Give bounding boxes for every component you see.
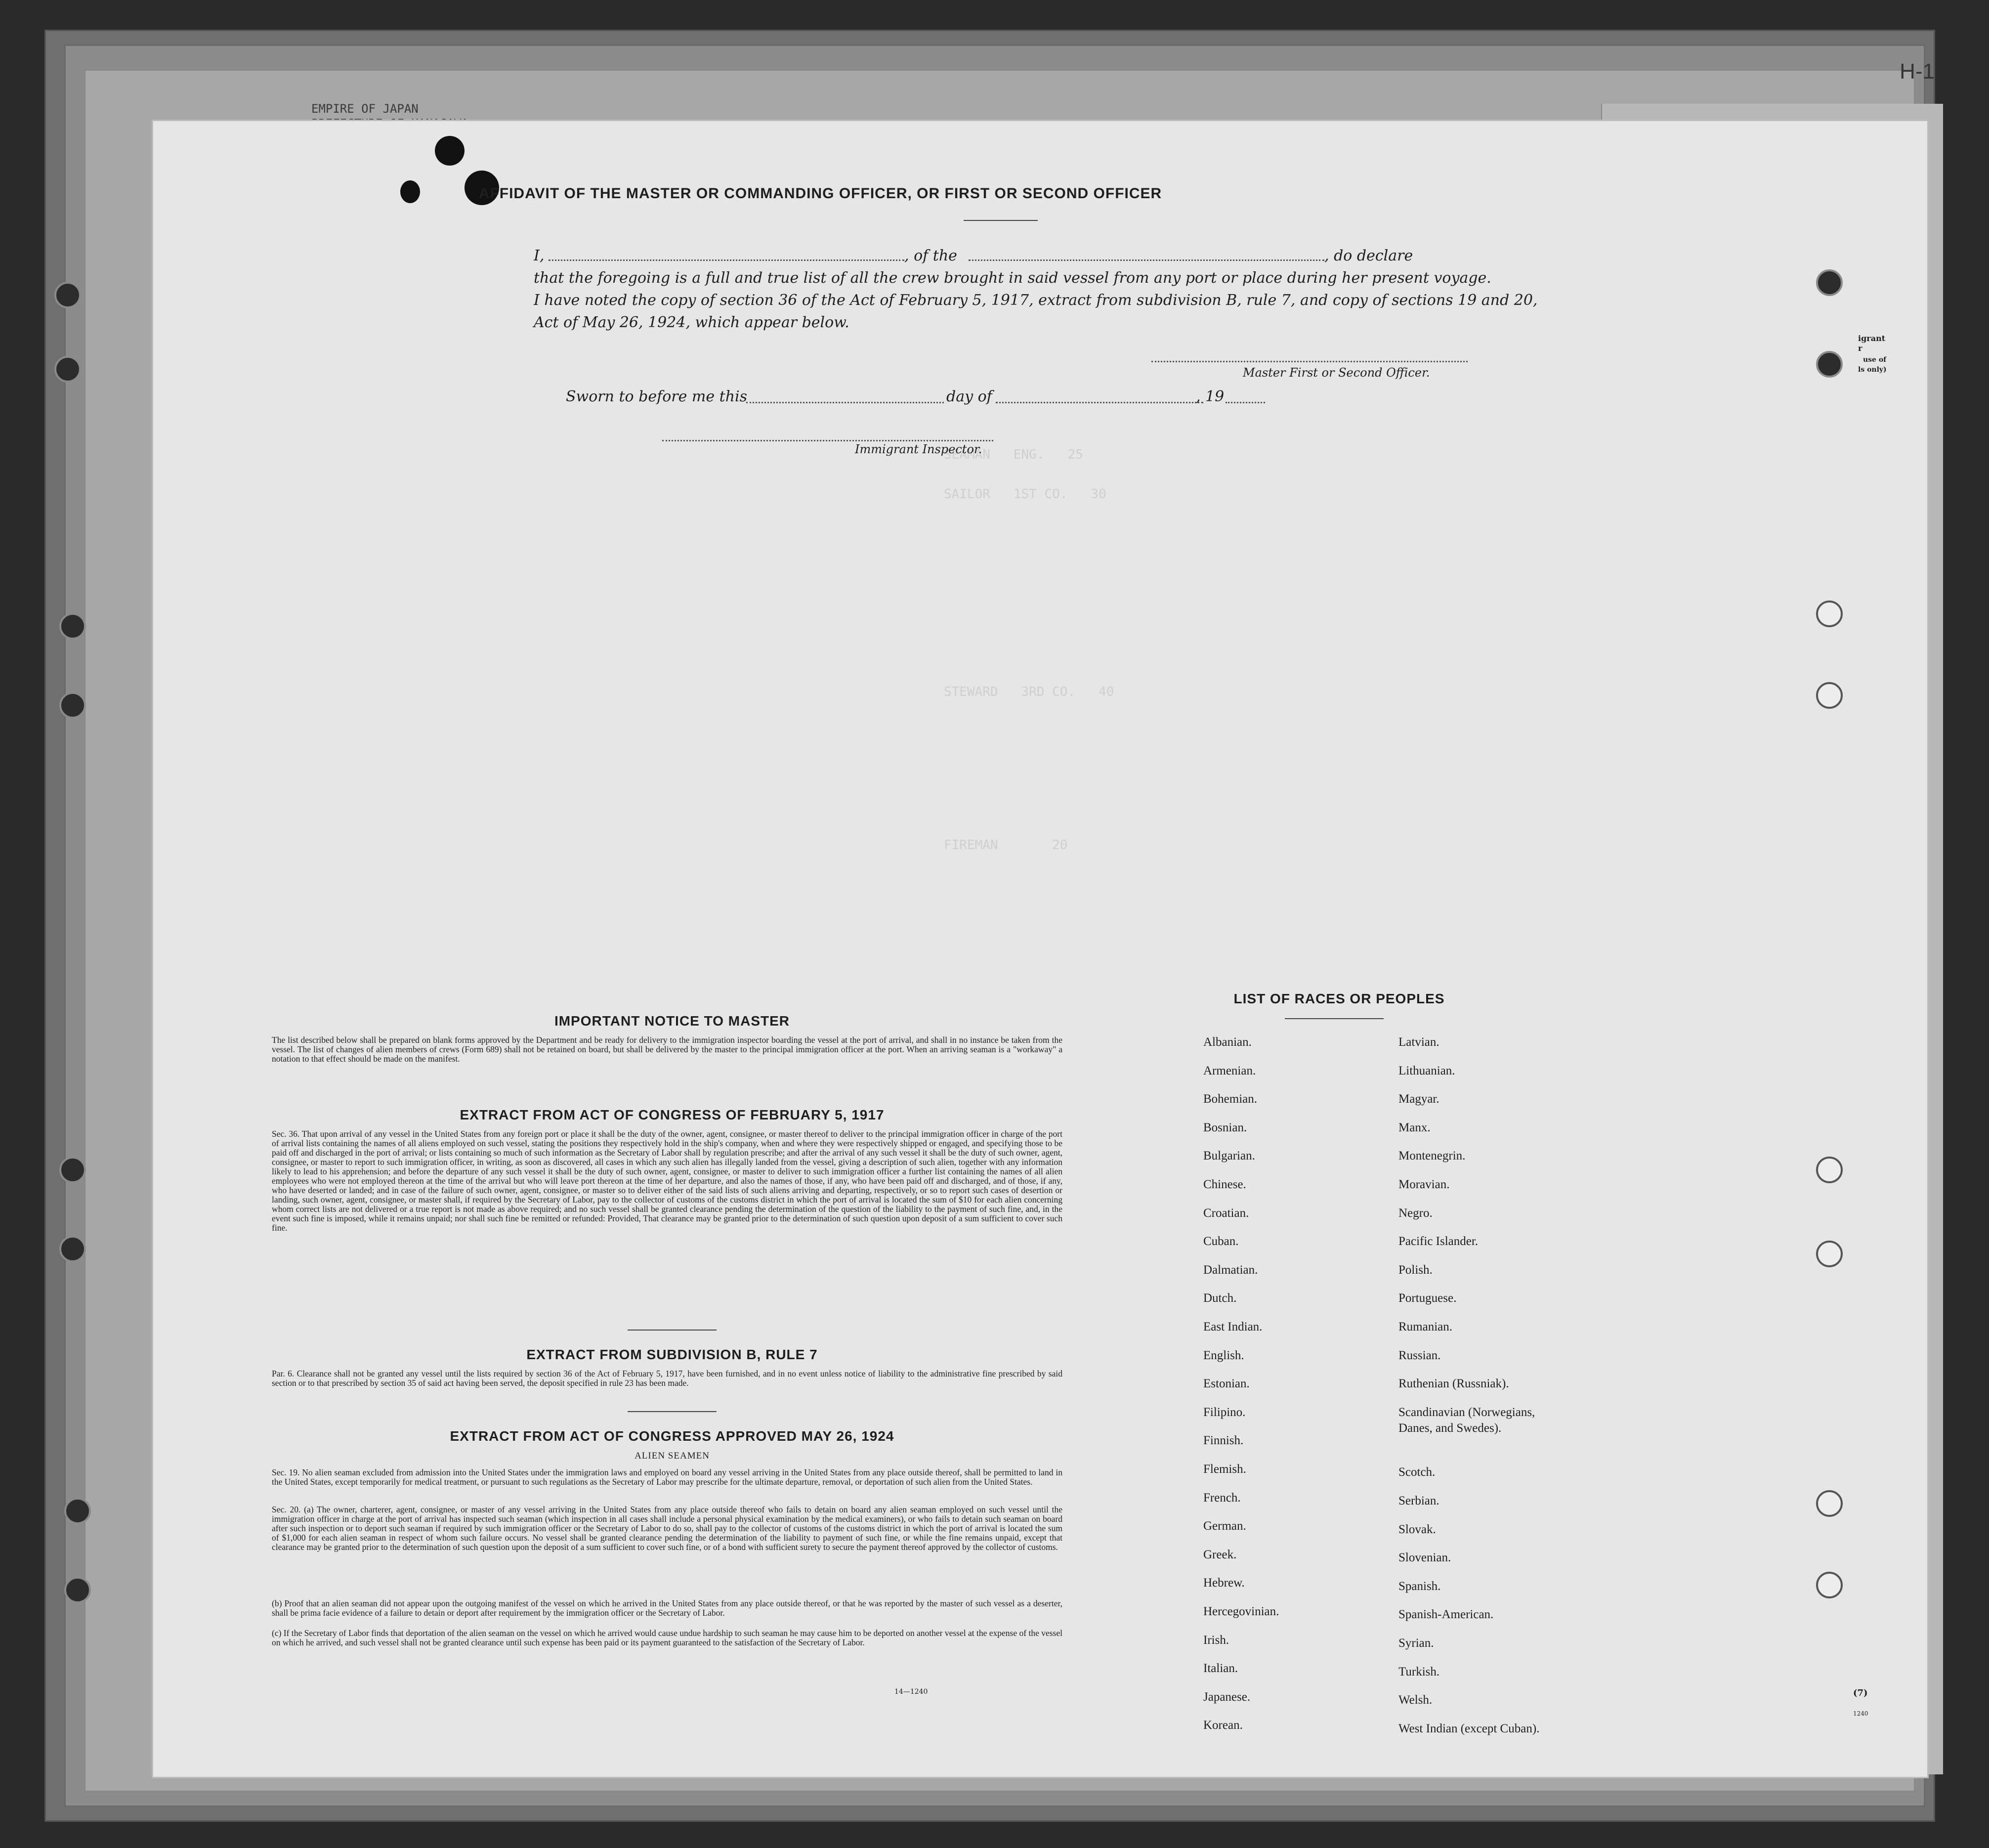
- race-item: Russian.: [1398, 1348, 1441, 1362]
- race-item: Estonian.: [1203, 1377, 1250, 1391]
- race-item: Polish.: [1398, 1263, 1433, 1277]
- bleed-through: STEWARD 3RD CO. 40: [944, 685, 1114, 699]
- punch-hole: [1816, 601, 1843, 627]
- race-item: Flemish.: [1203, 1462, 1246, 1476]
- sworn-year: , 19: [1196, 388, 1225, 405]
- race-item: Slovenian.: [1398, 1551, 1451, 1565]
- extract-1917-title: EXTRACT FROM ACT OF CONGRESS OF FEBRUARY 5, 1917: [460, 1107, 885, 1122]
- race-item: Negro.: [1398, 1206, 1433, 1220]
- sworn-prefix: Sworn to before me this: [566, 388, 748, 405]
- race-item: Italian.: [1203, 1662, 1238, 1676]
- extract-rule7-title: EXTRACT FROM SUBDIVISION B, RULE 7: [526, 1347, 818, 1362]
- affidavit-of-the: , of the: [904, 247, 957, 264]
- race-item: Lithuanian.: [1398, 1064, 1455, 1077]
- affidavit-title: AFFIDAVIT OF THE MASTER OR COMMANDING OFFICER, OR FIRST OR SECOND OFFICER: [478, 185, 1162, 202]
- punch-hole: [1816, 269, 1843, 296]
- extract-1924-subtitle: ALIEN SEAMEN: [635, 1451, 710, 1461]
- race-item: Moravian.: [1398, 1178, 1450, 1191]
- bleed-through: SAILOR 1ST CO. 30: [944, 487, 1106, 502]
- punch-hole: [54, 356, 81, 383]
- extract-1924-sec20c: (c) If the Secretary of Labor finds that deportation of the alien seaman on the vessel on which he arrived would cause undue hardship to such seaman he may cause him to be deported on another vessel at the expense of the vessel on which he arrived, and such vessel shall not be granted clearance until such expense has been paid or its payment guaranteed to the satisfaction of the Secretary of Labor.: [272, 1628, 1062, 1647]
- inspector-line: [662, 440, 993, 441]
- underlying-header-line1: EMPIRE OF JAPAN: [311, 102, 419, 116]
- edge-text: 1240: [1853, 1710, 1868, 1717]
- race-item: West Indian (except Cuban).: [1398, 1721, 1540, 1735]
- race-item: Armenian.: [1203, 1064, 1256, 1077]
- race-item: Irish.: [1203, 1633, 1229, 1647]
- extract-1924-sec20a: Sec. 20. (a) The owner, charterer, agent, consignee, or master of any vessel arriving in the United States from any place outside thereof who fails to detain on board any alien seaman employed on such vessel until the immigration officer in charge at the port of arrival has inspected such seaman (which inspection in all cases shall include a personal physical examination by the medical examiners), or who fails to detain such seaman on board after such inspection or to deport such seaman if required by such immigration officer or the Secretary of Labor to do so, shall pay to the collector of customs of the customs district in which the port of arrival is located the sum of $1,000 for each alien seaman in respect of whom such failure occurs. No vessel shall be granted clearance pending the determination of the liability to payment of such fine, or while the fine remains unpaid, except that clearance may be granted prior to the determination of such question upon the deposit of a sum sufficient to cover such fine, or of a bond with sufficient surety to secure the payment thereof approved by the collector of customs.: [272, 1504, 1062, 1552]
- vessel-blank: [969, 259, 1324, 261]
- edge-text: igrant: [1858, 334, 1886, 343]
- race-item: Montenegrin.: [1398, 1149, 1466, 1163]
- race-item: French.: [1203, 1491, 1241, 1504]
- races-title: LIST OF RACES OR PEOPLES: [1233, 991, 1445, 1006]
- race-item: Hebrew.: [1203, 1576, 1245, 1590]
- race-item: Syrian.: [1398, 1636, 1434, 1650]
- name-blank: [549, 259, 904, 261]
- sworn-month-blank: [996, 402, 1203, 403]
- corner-mark: H-1: [1900, 59, 1935, 84]
- race-item: Scotch.: [1398, 1465, 1436, 1479]
- race-item: Latvian.: [1398, 1035, 1439, 1049]
- punch-hole: [1816, 1241, 1843, 1267]
- race-item: Chinese.: [1203, 1178, 1246, 1191]
- race-item: Portuguese.: [1398, 1291, 1457, 1305]
- race-item: East Indian.: [1203, 1320, 1263, 1333]
- race-item: Filipino.: [1203, 1405, 1246, 1419]
- race-item: Ruthenian (Russniak).: [1398, 1377, 1509, 1391]
- race-item: Serbian.: [1398, 1494, 1439, 1507]
- race-item: Finnish.: [1203, 1434, 1244, 1448]
- race-item: Japanese.: [1203, 1690, 1251, 1704]
- edge-text: (7): [1853, 1688, 1868, 1698]
- section-divider: [628, 1411, 717, 1412]
- edge-text: r: [1858, 344, 1862, 353]
- race-item: German.: [1203, 1519, 1246, 1533]
- bleed-through: SEAMAN ENG. 25: [944, 447, 1083, 462]
- affidavit-line2: that the foregoing is a full and true list of all the crew brought in said vessel from any port or place during her present voyage.: [534, 269, 1491, 287]
- sworn-day-of: day of: [946, 388, 992, 405]
- inspector-label: Immigrant Inspector.: [855, 442, 982, 456]
- edge-text: use of: [1863, 356, 1887, 364]
- notice-title: IMPORTANT NOTICE TO MASTER: [554, 1013, 790, 1029]
- sworn-day-blank: [746, 402, 944, 403]
- form-number: 14—1240: [894, 1688, 928, 1696]
- punch-hole: [59, 613, 86, 640]
- race-item: Welsh.: [1398, 1693, 1433, 1707]
- punch-hole: [1816, 351, 1843, 378]
- race-item: Dutch.: [1203, 1291, 1237, 1305]
- race-item: Danes, and Swedes).: [1398, 1421, 1502, 1435]
- race-item: Albanian.: [1203, 1035, 1252, 1049]
- race-item: Rumanian.: [1398, 1320, 1453, 1333]
- race-item: Manx.: [1398, 1120, 1431, 1134]
- punch-hole: [59, 1157, 86, 1183]
- bleed-through: FIREMAN 20: [944, 838, 1068, 853]
- signature-label: Master First or Second Officer.: [1243, 366, 1430, 380]
- punch-hole: [1816, 682, 1843, 709]
- extract-1924-title: EXTRACT FROM ACT OF CONGRESS APPROVED MAY 26, 1924: [450, 1428, 894, 1444]
- punch-hole: [59, 692, 86, 719]
- affidavit-declare: , do declare: [1324, 247, 1413, 264]
- punch-hole: [1816, 1572, 1843, 1598]
- race-item: Spanish.: [1398, 1579, 1441, 1593]
- race-item: Korean.: [1203, 1719, 1243, 1732]
- race-item: Spanish-American.: [1398, 1608, 1494, 1622]
- race-item: Dalmatian.: [1203, 1263, 1258, 1277]
- punch-hole: [59, 1236, 86, 1262]
- punch-hole: [64, 1577, 91, 1603]
- race-item: Croatian.: [1203, 1206, 1249, 1220]
- notice-text: The list described below shall be prepared on blank forms approved by the Department and be ready for delivery to the immigration inspector boarding the vessel at the port of arrival, and shall in no instance be taken from the vessel. The list of changes of alien members of crews (Form 689) shall not be retained on board, but shall be delivered by the master to the principal immigration officer at the port. When an arriving seaman is a "workaway" a notation to that effect should be made on the manifest.: [272, 1035, 1062, 1064]
- extract-rule7-text: Par. 6. Clearance shall not be granted any vessel until the lists required by section 36 of the Act of February 5, 1917, have been furnished, and in no event unless notice of liability to the administrative fine prescribed by said section or to that prescribed by section 35 of said act having been served, the deposit specified in rule 23 has been made.: [272, 1369, 1062, 1388]
- race-item: English.: [1203, 1348, 1244, 1362]
- punch-hole: [64, 1498, 91, 1524]
- affidavit-i: I,: [534, 247, 545, 264]
- extract-1924-sec19: Sec. 19. No alien seaman excluded from admission into the United States under the immigration laws and employed on board any vessel arriving in the United States from any place outside thereof, shall be permitted to land in the United States, except temporarily for medical treatment, or pursuant to such regulations as the Secretary of Labor may prescribe for the ultimate departure, removal, or deportation of such alien from the United States.: [272, 1467, 1062, 1487]
- race-item: Greek.: [1203, 1547, 1237, 1561]
- sworn-year-blank: [1226, 402, 1265, 403]
- title-underline: [964, 220, 1038, 221]
- affidavit-line4: Act of May 26, 1924, which appear below.: [534, 314, 849, 331]
- section-divider: [628, 1330, 717, 1331]
- race-item: Cuban.: [1203, 1235, 1239, 1248]
- race-item: Turkish.: [1398, 1665, 1440, 1678]
- punch-hole: [54, 282, 81, 308]
- extract-1917-text: Sec. 36. That upon arrival of any vessel in the United States from any foreign port or place it shall be the duty of the owner, agent, consignee, or master thereof to deliver to the principal immigration officer in charge of the port of arrival lists containing the names of all aliens employed on such vessel, stating the positions they respectively hold in the ship's company, when and where they were respectively shipped or engaged, and specifying those to be paid off and discharged in the port of arrival; or lists containing so much of such information as the Secretary of Labor shall by regulation prescribe; and after the arrival of any such vessel it shall be the duty of such owner, agent, consignee, or master to report to such immigration officer, in writing, as soon as discovered, all cases in which any such alien has illegally landed from the vessel, giving a description of such alien, together with any information likely to lead to his apprehension; and before the departure of any such vessel it shall be the duty of such owner, agent, consignee, or master to deliver to such immigration officer a further list containing the names of all alien employees who were not employed thereon at the time of the arrival but who will leave port thereon at the time of her departure, and also the names of those, if any, who have been paid off and discharged, and of those, if any, who have deserted or landed; and in case of the failure of such owner, agent, consignee, or master so to deliver either of the said lists of such aliens arriving and departing, respectively, or so to report such cases of desertion or landing, such owner, agent, consignee, or master shall, if required by the Secretary of Labor, pay to the collector of customs of the customs district in which the port of arrival is located the sum of $10 for each alien concerning whom correct lists are not delivered or a true report is not made as above required; and no such vessel shall be granted clearance pending the determination of the question of the liability to the payment of such fine, and, in the event such fine is imposed, while it remains unpaid; nor shall such fine be remitted or refunded: Provided, That clearance may be granted prior to the determination of such question upon deposit of a sum sufficient to cover such fine.: [272, 1129, 1062, 1233]
- race-item: Scandinavian (Norwegians,: [1398, 1405, 1535, 1419]
- race-item: Bosnian.: [1203, 1120, 1247, 1134]
- race-item: Bohemian.: [1203, 1092, 1258, 1106]
- race-item: Slovak.: [1398, 1522, 1436, 1536]
- ink-blot: [435, 136, 465, 166]
- race-item: Hercegovinian.: [1203, 1605, 1279, 1618]
- signature-line: [1151, 361, 1468, 362]
- race-item: Bulgarian.: [1203, 1149, 1255, 1163]
- affidavit-sheet: [153, 121, 1927, 1777]
- punch-hole: [1816, 1490, 1843, 1517]
- race-item: Magyar.: [1398, 1092, 1439, 1106]
- extract-1924-sec20b: (b) Proof that an alien seaman did not appear upon the outgoing manifest of the vessel on which he arrived in the United States from any place outside thereof, or that he was reported by the master of such vessel as a deserter, shall be prima facie evidence of a failure to detain or deport after requirement by the immigration officer or the Secretary of Labor.: [272, 1598, 1062, 1618]
- races-underline: [1285, 1018, 1384, 1019]
- punch-hole: [1816, 1157, 1843, 1183]
- affidavit-line3: I have noted the copy of section 36 of the Act of February 5, 1917, extract from subdivision B, rule 7, and copy of sections 19 and 20,: [534, 292, 1538, 309]
- race-item: Pacific Islander.: [1398, 1235, 1479, 1248]
- edge-text: ls only): [1858, 366, 1887, 374]
